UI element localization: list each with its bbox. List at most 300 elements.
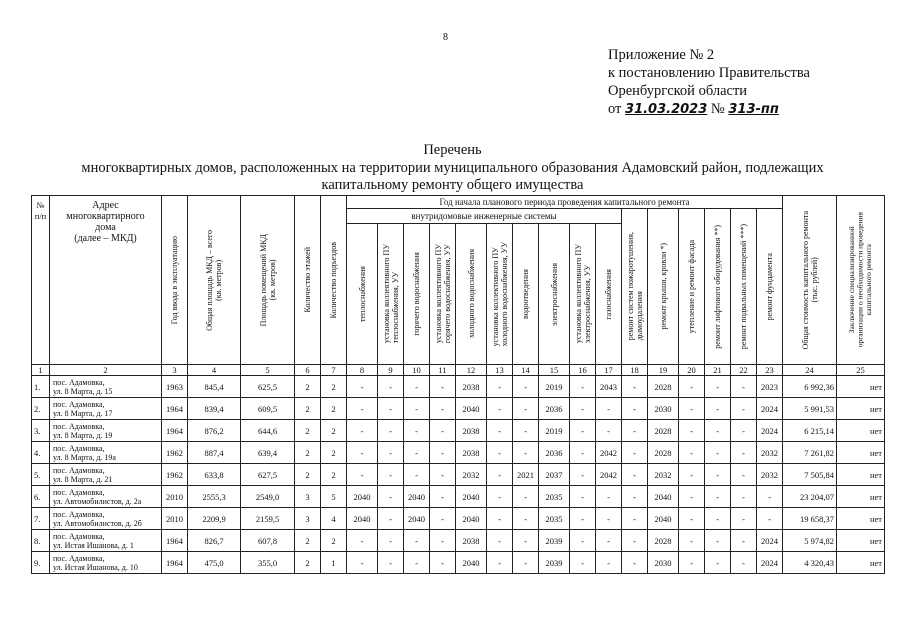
table-cell: 1964 bbox=[162, 420, 188, 442]
header-gas: газоснабжения bbox=[604, 268, 613, 320]
table-row bbox=[32, 530, 885, 552]
table-cell: 2023 bbox=[757, 376, 783, 398]
table-cell: 2019 bbox=[539, 420, 570, 442]
table-cell: - bbox=[622, 420, 648, 442]
header-facade: утепление и ремонт фасада bbox=[687, 239, 696, 334]
table-cell: 876,2 bbox=[188, 420, 241, 442]
table-cell: - bbox=[596, 508, 622, 530]
table-cell: 2040 bbox=[648, 508, 679, 530]
column-number: 4 bbox=[188, 365, 241, 376]
header-cost: Общая стоимость капитального ремонта (тыс. рублей) bbox=[800, 210, 819, 350]
table-cell: - bbox=[347, 530, 378, 552]
table-cell: - bbox=[430, 420, 456, 442]
table-cell: 2040 bbox=[456, 508, 487, 530]
table-cell: - bbox=[378, 398, 404, 420]
handwritten-number: 313-пп bbox=[728, 102, 779, 117]
header-roof: ремонт крыши, кровли *) bbox=[658, 243, 668, 330]
table-cell: - bbox=[347, 376, 378, 398]
header-fire: ремонт систем пожаротушения, дымоудаления bbox=[625, 232, 644, 341]
table-cell: 2040 bbox=[648, 486, 679, 508]
table-cell: - bbox=[487, 398, 513, 420]
header-power: электроснабжения bbox=[549, 262, 559, 326]
table-cell: - bbox=[622, 376, 648, 398]
number-prefix: № bbox=[710, 101, 725, 117]
table-cell: - bbox=[513, 486, 539, 508]
row-number-cell: 9. bbox=[32, 552, 50, 574]
address-cell: пос. Адамовка, ул. Истая Ишанова, д. 10 bbox=[50, 552, 162, 574]
table-row bbox=[32, 442, 885, 464]
table-cell: 2024 bbox=[757, 530, 783, 552]
table-cell: 609,5 bbox=[241, 398, 295, 420]
title-line1: Перечень bbox=[423, 142, 482, 158]
column-number: 19 bbox=[648, 365, 679, 376]
appendix-line1: Приложение № 2 bbox=[608, 47, 715, 63]
table-cell: 7 261,82 bbox=[783, 442, 837, 464]
table-cell: 2024 bbox=[757, 398, 783, 420]
table-cell: 2021 bbox=[513, 464, 539, 486]
table-cell: - bbox=[570, 552, 596, 574]
table-cell: 2 bbox=[321, 420, 347, 442]
table-cell: нет bbox=[837, 398, 885, 420]
column-number: 9 bbox=[378, 365, 404, 376]
row-number-cell: 6. bbox=[32, 486, 50, 508]
address-cell: пос. Адамовка, ул. 8 Марта, д. 15 bbox=[50, 376, 162, 398]
header-total-area: Общая площадь МКД – всего (кв. метров) bbox=[205, 229, 223, 331]
table-row bbox=[32, 464, 885, 486]
table-body bbox=[32, 376, 885, 574]
header-period: Год начала планового периода проведения капитального ремонта bbox=[347, 196, 783, 209]
table-cell: - bbox=[705, 486, 731, 508]
table-cell: - bbox=[378, 552, 404, 574]
table-cell: 2039 bbox=[539, 552, 570, 574]
table-cell: 1964 bbox=[162, 530, 188, 552]
table-cell: - bbox=[487, 376, 513, 398]
table-cell: - bbox=[679, 508, 705, 530]
table-cell: 2019 bbox=[539, 376, 570, 398]
table-cell: - bbox=[570, 508, 596, 530]
page-number: 8 bbox=[443, 32, 448, 43]
table-row bbox=[32, 552, 885, 574]
appendix-date-line bbox=[608, 100, 810, 119]
table-cell: - bbox=[679, 530, 705, 552]
table-cell: 2 bbox=[321, 464, 347, 486]
table-cell: 2032 bbox=[456, 464, 487, 486]
table-cell: - bbox=[404, 442, 430, 464]
table-cell: 2024 bbox=[757, 552, 783, 574]
table-cell: 2036 bbox=[539, 442, 570, 464]
appendix-line2: к постановлению Правительства bbox=[608, 65, 810, 81]
table-cell: 2040 bbox=[347, 508, 378, 530]
table-cell: - bbox=[596, 486, 622, 508]
table-cell: нет bbox=[837, 420, 885, 442]
table-cell: 2549,0 bbox=[241, 486, 295, 508]
row-number-cell: 8. bbox=[32, 530, 50, 552]
table-cell: 1 bbox=[321, 552, 347, 574]
table-cell: - bbox=[731, 552, 757, 574]
table-cell: 2032 bbox=[757, 464, 783, 486]
table-cell: 475,0 bbox=[188, 552, 241, 574]
table-cell: 5 991,53 bbox=[783, 398, 837, 420]
table-cell: 639,4 bbox=[241, 442, 295, 464]
table-cell: - bbox=[622, 508, 648, 530]
table-cell: 2039 bbox=[539, 530, 570, 552]
table-cell: - bbox=[378, 442, 404, 464]
repair-list-table bbox=[31, 195, 885, 574]
table-cell: - bbox=[596, 398, 622, 420]
table-row bbox=[32, 398, 885, 420]
address-cell: пос. Адамовка, ул. 8 Марта, д. 17 bbox=[50, 398, 162, 420]
table-row bbox=[32, 420, 885, 442]
table-cell: 2 bbox=[321, 530, 347, 552]
column-number: 7 bbox=[321, 365, 347, 376]
table-cell: нет bbox=[837, 530, 885, 552]
table-cell: - bbox=[404, 398, 430, 420]
address-cell: пос. Адамовка, ул. 8 Марта, д. 19а bbox=[50, 442, 162, 464]
table-cell: нет bbox=[837, 376, 885, 398]
column-number: 18 bbox=[622, 365, 648, 376]
table-cell: - bbox=[596, 420, 622, 442]
table-cell: - bbox=[378, 464, 404, 486]
row-number-cell: 3. bbox=[32, 420, 50, 442]
table-cell: 2040 bbox=[456, 398, 487, 420]
table-cell: 355,0 bbox=[241, 552, 295, 574]
table-cell: - bbox=[679, 552, 705, 574]
table-cell: 2038 bbox=[456, 420, 487, 442]
table-cell: - bbox=[731, 442, 757, 464]
table-cell: 3 bbox=[295, 486, 321, 508]
table-cell: 1964 bbox=[162, 552, 188, 574]
header-power-meter: установка коллективного ПУ электроснабжения, УУ bbox=[573, 244, 592, 344]
table-cell: 2010 bbox=[162, 486, 188, 508]
table-cell: 5 bbox=[321, 486, 347, 508]
address-cell: пос. Адамовка, ул. Автомобилистов, д. 2а bbox=[50, 486, 162, 508]
table-cell: 2010 bbox=[162, 508, 188, 530]
table-cell: нет bbox=[837, 486, 885, 508]
table-cell: 1964 bbox=[162, 398, 188, 420]
table-cell: 2 bbox=[295, 420, 321, 442]
table-cell: 2 bbox=[321, 442, 347, 464]
table-cell: 2030 bbox=[648, 552, 679, 574]
table-cell: - bbox=[430, 508, 456, 530]
table-cell: - bbox=[404, 420, 430, 442]
table-cell: - bbox=[570, 464, 596, 486]
table-cell: 2035 bbox=[539, 486, 570, 508]
table-cell: - bbox=[513, 530, 539, 552]
table-cell: - bbox=[757, 486, 783, 508]
header-sewer: водоотведения bbox=[521, 269, 530, 319]
table-cell: 644,6 bbox=[241, 420, 295, 442]
table-cell: - bbox=[679, 376, 705, 398]
table-cell: 2038 bbox=[456, 442, 487, 464]
column-number: 6 bbox=[295, 365, 321, 376]
table-cell: - bbox=[705, 530, 731, 552]
table-cell: - bbox=[622, 552, 648, 574]
table-cell: 2042 bbox=[596, 442, 622, 464]
table-cell: - bbox=[731, 398, 757, 420]
header-basement: ремонт подвальных помещений ***) bbox=[739, 223, 748, 350]
row-number-cell: 7. bbox=[32, 508, 50, 530]
column-number: 14 bbox=[513, 365, 539, 376]
table-cell: - bbox=[513, 442, 539, 464]
table-cell: - bbox=[513, 552, 539, 574]
table-row bbox=[32, 376, 885, 398]
header-elevator: ремонт лифтового оборудования **) bbox=[713, 224, 722, 349]
table-cell: 826,7 bbox=[188, 530, 241, 552]
header-hot-water: горячего водоснабжения bbox=[412, 252, 421, 336]
table-cell: 2032 bbox=[757, 442, 783, 464]
table-cell: 2040 bbox=[347, 486, 378, 508]
table-cell: - bbox=[347, 420, 378, 442]
table-cell: 887,4 bbox=[188, 442, 241, 464]
table-cell: 2028 bbox=[648, 420, 679, 442]
column-number: 25 bbox=[837, 365, 885, 376]
table-cell: - bbox=[596, 530, 622, 552]
table-cell: - bbox=[570, 376, 596, 398]
table-cell: 607,8 bbox=[241, 530, 295, 552]
table-cell: - bbox=[757, 508, 783, 530]
table-cell: - bbox=[731, 508, 757, 530]
table-cell: - bbox=[705, 420, 731, 442]
column-number: 13 bbox=[487, 365, 513, 376]
table-cell: - bbox=[679, 442, 705, 464]
address-cell: пос. Адамовка, ул. 8 Марта, д. 19 bbox=[50, 420, 162, 442]
table-cell: - bbox=[404, 552, 430, 574]
table-cell: 19 658,37 bbox=[783, 508, 837, 530]
header-address: Адрес многоквартирного дома (далее – МКД) bbox=[50, 196, 162, 365]
table-cell: 7 505,84 bbox=[783, 464, 837, 486]
table-cell: 2 bbox=[295, 552, 321, 574]
table-cell: - bbox=[679, 464, 705, 486]
table-cell: - bbox=[347, 552, 378, 574]
column-number-row bbox=[32, 365, 885, 376]
table-cell: - bbox=[430, 552, 456, 574]
column-number: 23 bbox=[757, 365, 783, 376]
table-cell: - bbox=[570, 420, 596, 442]
table-cell: - bbox=[705, 508, 731, 530]
table-cell: - bbox=[430, 486, 456, 508]
table-cell: нет bbox=[837, 442, 885, 464]
table-cell: - bbox=[570, 530, 596, 552]
table-cell: 2037 bbox=[539, 464, 570, 486]
table-cell: - bbox=[622, 464, 648, 486]
table-row bbox=[32, 508, 885, 530]
table-cell: 845,4 bbox=[188, 376, 241, 398]
table-cell: - bbox=[430, 376, 456, 398]
table-cell: 2209,9 bbox=[188, 508, 241, 530]
table-cell: - bbox=[378, 486, 404, 508]
table-cell: 6 992,36 bbox=[783, 376, 837, 398]
header-conclusion: Заключение специализированной организации о необходимости проведения капитального ремонта bbox=[846, 212, 873, 348]
table-cell: - bbox=[622, 530, 648, 552]
table-cell: - bbox=[513, 376, 539, 398]
table-cell: - bbox=[404, 376, 430, 398]
table-row bbox=[32, 486, 885, 508]
table-cell: - bbox=[487, 486, 513, 508]
column-number: 22 bbox=[731, 365, 757, 376]
table-cell: - bbox=[487, 530, 513, 552]
table-cell: 2159,5 bbox=[241, 508, 295, 530]
address-cell: пос. Адамовка, ул. 8 Марта, д. 21 bbox=[50, 464, 162, 486]
table-cell: 1963 bbox=[162, 376, 188, 398]
table-cell: 4 320,43 bbox=[783, 552, 837, 574]
header-systems: внутридомовые инженерные системы bbox=[347, 209, 622, 224]
table-cell: 2042 bbox=[596, 464, 622, 486]
table-cell: 633,8 bbox=[188, 464, 241, 486]
column-number: 2 bbox=[50, 365, 162, 376]
table-cell: 625,5 bbox=[241, 376, 295, 398]
table-cell: - bbox=[731, 420, 757, 442]
table-cell: - bbox=[404, 464, 430, 486]
header-premises-area: Площадь помещений МКД (кв. метров) bbox=[258, 233, 277, 327]
table-cell: - bbox=[679, 398, 705, 420]
table-cell: 1962 bbox=[162, 464, 188, 486]
table-cell: - bbox=[705, 552, 731, 574]
appendix-line3: Оренбургской области bbox=[608, 83, 748, 99]
table-cell: - bbox=[513, 420, 539, 442]
table-cell: 2040 bbox=[456, 486, 487, 508]
from-prefix: от bbox=[608, 101, 622, 117]
column-number: 8 bbox=[347, 365, 378, 376]
table-cell: 2038 bbox=[456, 376, 487, 398]
table-cell: 4 bbox=[321, 508, 347, 530]
column-number: 10 bbox=[404, 365, 430, 376]
table-cell: 2 bbox=[295, 398, 321, 420]
table-cell: 2035 bbox=[539, 508, 570, 530]
table-cell: - bbox=[513, 398, 539, 420]
table-cell: 2 bbox=[321, 376, 347, 398]
table-cell: - bbox=[487, 442, 513, 464]
table-cell: 5 974,82 bbox=[783, 530, 837, 552]
table-cell: 2 bbox=[321, 398, 347, 420]
column-number: 15 bbox=[539, 365, 570, 376]
table-cell: - bbox=[731, 376, 757, 398]
table-cell: - bbox=[347, 442, 378, 464]
column-number: 3 bbox=[162, 365, 188, 376]
table-cell: 627,5 bbox=[241, 464, 295, 486]
table-cell: - bbox=[570, 442, 596, 464]
table-cell: 6 215,14 bbox=[783, 420, 837, 442]
column-number: 20 bbox=[679, 365, 705, 376]
table-cell: - bbox=[679, 486, 705, 508]
table-cell: - bbox=[430, 530, 456, 552]
table-cell: - bbox=[622, 486, 648, 508]
table-cell: - bbox=[705, 442, 731, 464]
table-cell: 2040 bbox=[404, 508, 430, 530]
table-cell: 2 bbox=[295, 442, 321, 464]
header-foundation: ремонт фундамента bbox=[765, 252, 774, 321]
table-cell: 2028 bbox=[648, 376, 679, 398]
table-cell: 2 bbox=[295, 376, 321, 398]
header-heat-meter: установка коллективного ПУ теплоснабжения, УУ bbox=[381, 244, 400, 344]
header-hot-water-meter: установка коллективного ПУ горячего водоснабжения, УУ bbox=[433, 244, 452, 344]
table-cell: - bbox=[622, 398, 648, 420]
table-cell: - bbox=[487, 508, 513, 530]
address-cell: пос. Адамовка, ул. Истая Ишанова, д. 1 bbox=[50, 530, 162, 552]
table-cell: - bbox=[378, 508, 404, 530]
column-number: 12 bbox=[456, 365, 487, 376]
table-cell: - bbox=[487, 420, 513, 442]
table-cell: - bbox=[430, 464, 456, 486]
row-number-cell: 2. bbox=[32, 398, 50, 420]
table-cell: 2040 bbox=[456, 552, 487, 574]
table-cell: 2043 bbox=[596, 376, 622, 398]
table-cell: - bbox=[347, 464, 378, 486]
table-cell: 1962 bbox=[162, 442, 188, 464]
header-year-built: Год ввода в эксплуатацию bbox=[170, 235, 179, 325]
table-cell: - bbox=[430, 442, 456, 464]
table-cell: - bbox=[570, 398, 596, 420]
column-number: 16 bbox=[570, 365, 596, 376]
table-cell: - bbox=[404, 530, 430, 552]
column-number: 1 bbox=[32, 365, 50, 376]
table-cell: - bbox=[570, 486, 596, 508]
handwritten-date: 31.03.2023 bbox=[625, 102, 708, 117]
column-number: 5 bbox=[241, 365, 295, 376]
row-number-cell: 4. bbox=[32, 442, 50, 464]
table-cell: 23 204,07 bbox=[783, 486, 837, 508]
table-cell: - bbox=[731, 486, 757, 508]
header-floors: Количество этажей bbox=[303, 247, 312, 313]
address-cell: пос. Адамовка, ул. Автомобилистов, д. 2б bbox=[50, 508, 162, 530]
table-cell: - bbox=[731, 464, 757, 486]
table-cell: - bbox=[378, 420, 404, 442]
table-cell: - bbox=[347, 398, 378, 420]
table-cell: - bbox=[622, 442, 648, 464]
table-cell: - bbox=[731, 530, 757, 552]
column-number: 11 bbox=[430, 365, 456, 376]
header-heat: теплоснабжения bbox=[357, 266, 367, 322]
table-cell: 2028 bbox=[648, 442, 679, 464]
table-cell: нет bbox=[837, 552, 885, 574]
table-cell: 3 bbox=[295, 508, 321, 530]
column-number: 21 bbox=[705, 365, 731, 376]
table-cell: 2024 bbox=[757, 420, 783, 442]
header-cold-water: холодного водоснабжения bbox=[466, 249, 476, 339]
title-line2: многоквартирных домов, расположенных на территории муниципального образования Адамовский район, подлежащих bbox=[81, 160, 824, 176]
table-cell: 2032 bbox=[648, 464, 679, 486]
table-cell: - bbox=[378, 376, 404, 398]
table-cell: 2028 bbox=[648, 530, 679, 552]
table-cell: - bbox=[513, 508, 539, 530]
table-cell: 2040 bbox=[404, 486, 430, 508]
appendix-header bbox=[608, 46, 810, 119]
table-cell: - bbox=[487, 464, 513, 486]
table-cell: нет bbox=[837, 464, 885, 486]
header-num: № п/п bbox=[32, 196, 50, 365]
table-cell: - bbox=[705, 376, 731, 398]
row-number-cell: 1. bbox=[32, 376, 50, 398]
table-cell: 2030 bbox=[648, 398, 679, 420]
table-cell: - bbox=[487, 552, 513, 574]
column-number: 24 bbox=[783, 365, 837, 376]
title-line3: капитальному ремонту общего имущества bbox=[321, 177, 584, 193]
column-number: 17 bbox=[596, 365, 622, 376]
table-cell: 2038 bbox=[456, 530, 487, 552]
table-cell: - bbox=[430, 398, 456, 420]
table-cell: 2036 bbox=[539, 398, 570, 420]
table-cell: 2 bbox=[295, 464, 321, 486]
table-cell: 2555,3 bbox=[188, 486, 241, 508]
table-cell: - bbox=[596, 552, 622, 574]
table-cell: - bbox=[705, 398, 731, 420]
row-number-cell: 5. bbox=[32, 464, 50, 486]
table-cell: нет bbox=[837, 508, 885, 530]
header-entrances: Количество подъездов bbox=[329, 241, 338, 319]
table-cell: 2 bbox=[295, 530, 321, 552]
table-cell: - bbox=[705, 464, 731, 486]
header-cold-water-meter: установка коллективного ПУ холодного водоснабжения, УУ bbox=[490, 241, 509, 347]
table-cell: - bbox=[679, 420, 705, 442]
